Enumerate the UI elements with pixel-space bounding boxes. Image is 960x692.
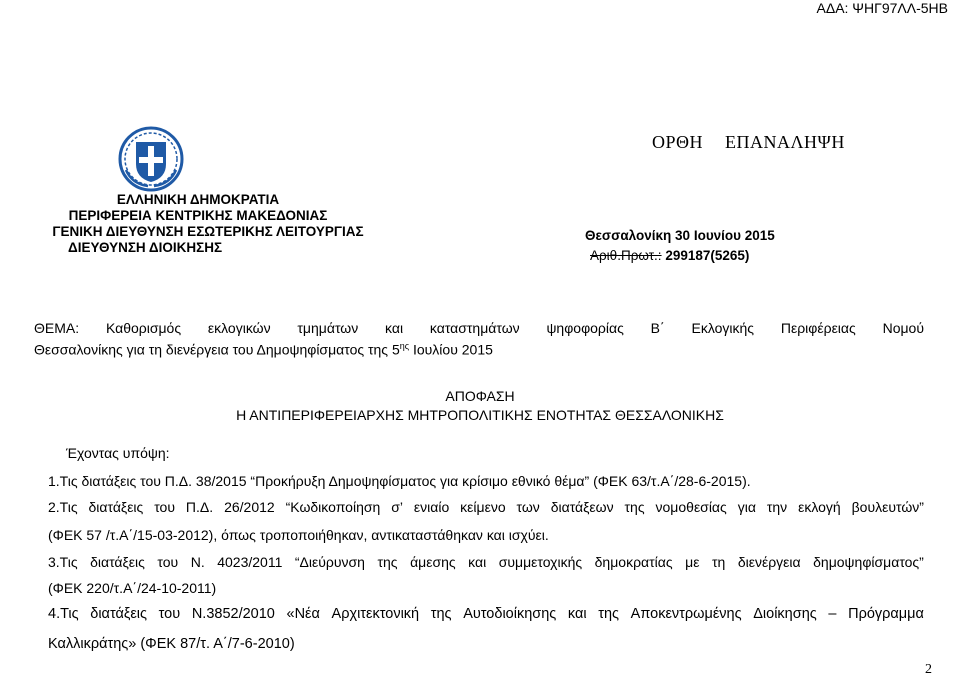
ref-word: “Διεύρυνση	[294, 554, 365, 570]
ref-word: διατάξεις	[88, 499, 144, 515]
ref-word: σ’	[391, 499, 403, 515]
ref-word: και	[468, 554, 487, 570]
ref-word: “Κωδικοποίηση	[285, 499, 381, 515]
authority-line: ΠΕΡΙΦΕΡΕΙΑ ΚΕΝΤΡΙΚΗΣ ΜΑΚΕΔΟΝΙΑΣ	[68, 208, 328, 223]
correction-word-2: ΕΠΑΝΑΛΗΨΗ	[725, 132, 845, 152]
ref-word: Ν.3852/2010	[191, 606, 275, 622]
ref-word: –	[828, 606, 837, 622]
ref-word: 26/2012	[224, 499, 275, 515]
ref-word: της	[624, 499, 645, 515]
issuing-authority	[48, 192, 364, 256]
ref-word: του	[154, 499, 175, 515]
ref-word: και	[567, 606, 587, 622]
ref-word: δημοκρατίας	[594, 554, 673, 570]
subject-block	[34, 319, 924, 359]
decision-issuer: Η ΑΝΤΙΠΕΡΙΦΕΡΕΙΑΡΧΗΣ ΜΗΤΡΟΠΟΛΙΤΙΚΗΣ ΕΝΟΤΗΤΑΣ ΘΕΣΣΑΛΟΝΙΚΗΣ	[236, 407, 724, 423]
legal-reference-2	[48, 499, 924, 515]
subject-date: Ιουλίου 2015	[409, 341, 493, 358]
ref-word: συμμετοχικής	[498, 554, 583, 570]
ref-word: της	[430, 606, 452, 622]
ref-word: για	[737, 499, 756, 515]
authority-line: ΓΕΝΙΚΗ ΔΙΕΥΘΥΝΣΗ ΕΣΩΤΕΡΙΚΗΣ ΛΕΙΤΟΥΡΓΙΑΣ	[52, 224, 364, 239]
ref-word: 4023/2011	[217, 554, 283, 570]
ref-word: βουλευτών”	[851, 499, 924, 515]
legal-reference-4-cont: Καλλικράτης» (ΦΕΚ 87/τ. Α΄/7-6-2010)	[48, 636, 295, 652]
subject-word: τμημάτων	[297, 320, 359, 336]
page-number: 2	[925, 662, 932, 677]
ref-word: 2.Τις	[48, 499, 78, 515]
ref-word: της	[377, 554, 398, 570]
ref-word: Αυτοδιοίκησης	[463, 606, 557, 622]
ref-word: «Νέα	[286, 606, 320, 622]
ref-word: την	[766, 499, 788, 515]
ref-word: διατάξεων	[550, 499, 614, 515]
place-date: Θεσσαλονίκη 30 Ιουνίου 2015	[585, 228, 775, 243]
authority-line: ΕΛΛΗΝΙΚΗ ΔΗΜΟΚΡΑΤΙΑ	[116, 192, 280, 207]
subject-word: και	[385, 320, 404, 336]
protocol-value: 299187(5265)	[665, 248, 750, 263]
ref-word: ενιαίο	[413, 499, 450, 515]
legal-reference-1: 1.Τις διατάξεις του Π.Δ. 38/2015 “Προκήρυξη Δημοψηφίσματος για κρίσιμο εθνικό θέμα” (ΦΕΚ 63/τ.Α΄/28-6-2015).	[48, 473, 751, 489]
subject-line-2	[34, 337, 924, 359]
legal-reference-3	[48, 554, 924, 570]
ada-code: ΑΔΑ: ΨΗΓ97ΛΛ-5ΗΒ	[816, 0, 948, 16]
ref-word: του	[157, 554, 179, 570]
correction-heading	[652, 132, 845, 153]
ref-word: τη	[711, 554, 726, 570]
legal-reference-3-cont: (ΦΕΚ 220/τ.Α΄/24-10-2011)	[48, 580, 217, 596]
ref-word: Αποκεντρωμένης	[630, 606, 742, 622]
decision-title: ΑΠΟΦΑΣΗ	[445, 388, 515, 404]
ref-word: του	[158, 606, 181, 622]
subject-word: Β΄	[650, 320, 665, 336]
ref-word: Π.Δ.	[185, 499, 214, 515]
subject-text: Θεσσαλονίκης για τη διενέργεια του Δημοψηφίσματος της 5	[34, 341, 400, 358]
subject-word: ΘΕΜΑ:	[34, 320, 80, 336]
legal-reference-4	[48, 606, 924, 622]
subject-word: Περιφέρειας	[780, 320, 856, 336]
ref-word: Πρόγραμμα	[848, 606, 924, 622]
ref-word: 4.Τις	[48, 606, 79, 622]
protocol-label: Αριθ.Πρωτ.:	[590, 248, 662, 263]
subject-word: Νομού	[882, 320, 924, 336]
ref-word: διενέργεια	[737, 554, 801, 570]
subject-word: καταστημάτων	[429, 320, 520, 336]
decision-heading	[0, 387, 960, 425]
ref-word: δημοψηφίσματος”	[813, 554, 924, 570]
ref-word: με	[685, 554, 700, 570]
ref-word: 3.Τις	[48, 554, 78, 570]
ref-word: Διοίκησης	[753, 606, 817, 622]
ordinal-suffix: ης	[399, 341, 410, 351]
ref-word: των	[516, 499, 540, 515]
ref-word: εκλογή	[798, 499, 841, 515]
correction-word-1: ΟΡΘΗ	[652, 132, 704, 152]
greek-emblem-icon	[118, 126, 184, 192]
ref-word: άμεσης	[410, 554, 456, 570]
subject-line-1	[34, 319, 924, 337]
ref-word: κείμενο	[460, 499, 506, 515]
ref-word: Ν.	[190, 554, 205, 570]
ref-word: Αρχιτεκτονική	[331, 606, 420, 622]
ref-word: της	[598, 606, 620, 622]
protocol-number	[590, 248, 749, 263]
considering-label: Έχοντας υπόψη:	[66, 445, 170, 461]
subject-word: Καθορισμός	[105, 320, 182, 336]
ref-word: νομοθεσίας	[655, 499, 727, 515]
subject-word: εκλογικών	[207, 320, 271, 336]
ref-word: διατάξεις	[90, 606, 148, 622]
subject-word: ψηφοφορίας	[546, 320, 624, 336]
authority-line: ΔΙΕΥΘΥΝΣΗ ΔΙΟΙΚΗΣΗΣ	[68, 240, 223, 255]
subject-word: Εκλογικής	[691, 320, 755, 336]
legal-reference-2-cont: (ΦΕΚ 57 /τ.Α΄/15-03-2012), όπως τροποποιήθηκαν, αντικαταστάθηκαν και ισχύει.	[48, 527, 549, 543]
ref-word: διατάξεις	[90, 554, 145, 570]
